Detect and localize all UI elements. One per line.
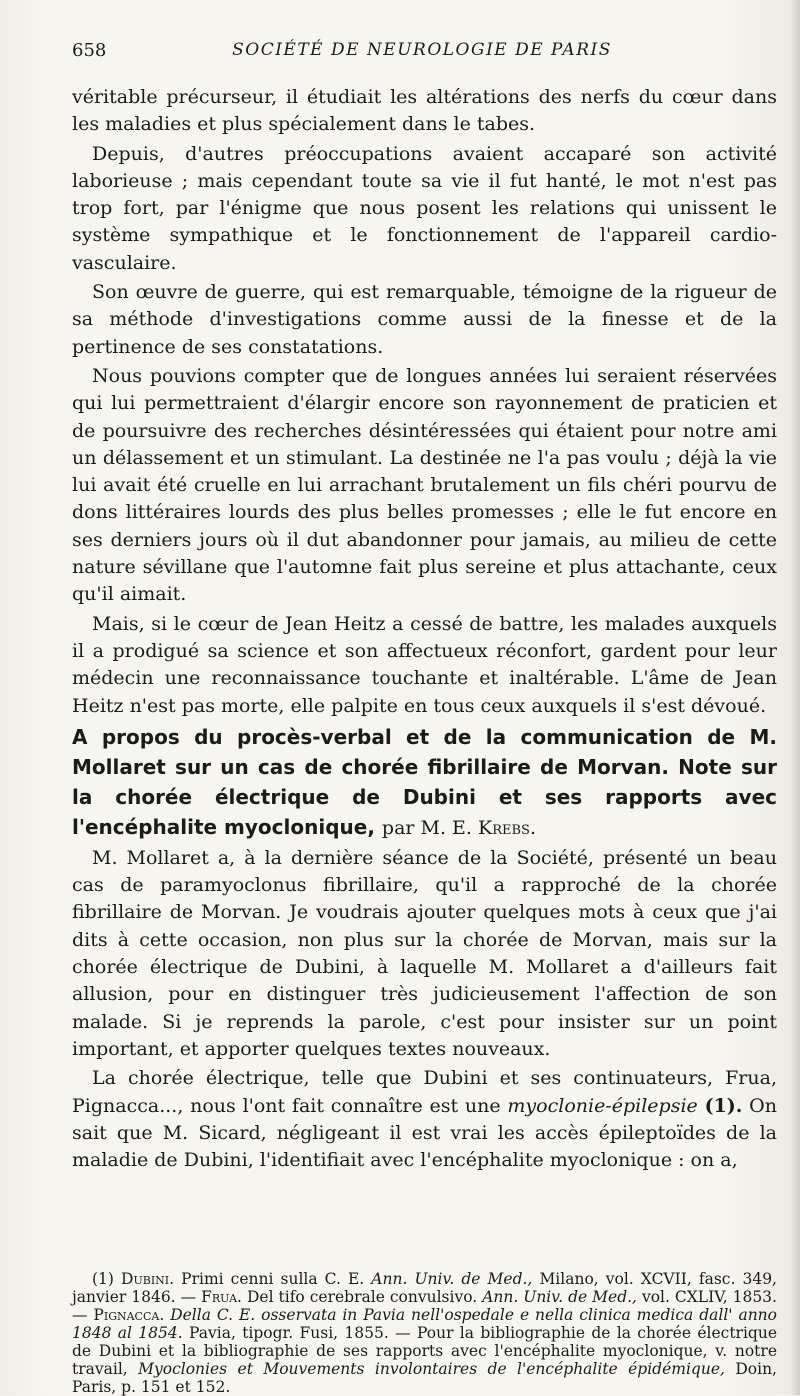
main-text [72,84,777,1176]
article-title-text: A propos du procès-verbal et de la communication de M. Mollaret sur un cas de chorée fibrillaire de Morvan. Note sur la chorée électrique de Dubini et ses rapports avec l'encéphalite myoclonique, [72,724,777,839]
paragraph: Depuis, d'autres préoccupations avaient accaparé son activité laborieuse ; mais cependant toute sa vie il fut hanté, le mot n'est pas trop fort, par l'énigme que nous posent les relations qui unissent le système sympathique et le fonctionnement de l'appareil cardio-vasculaire. [72,142,777,274]
footnote-ref: (1). [704,1094,743,1117]
book-spine-shadow [790,0,800,1395]
paragraph: La chorée électrique, telle que Dubini et ses continuateurs, Frua, Pignacca..., nous l'ont fait connaître est une myoclonie-épilepsie (1). On sait que M. Sicard, négligeant il est vrai les accès épileptoïdes de la maladie de Dubini, l'identifiait avec l'encéphalite myoclonique : on a, [72,1067,777,1172]
italic-term: myoclonie-épilepsie [507,1094,698,1117]
page-header [72,40,772,66]
running-head: SOCIÉTÉ DE NEUROLOGIE DE PARIS [232,40,612,60]
article-title [72,722,777,843]
page-number: 658 [72,40,107,61]
paragraph: Nous pouvions compter que de longues années lui seraient réservées qui lui permettraient d'élargir encore son rayonnement de praticien et de poursuivre des recherches désintéressées qui étaient pour notre ami un délassement et un stimulant. La destinée ne l'a pas voulu ; déjà la vie lui avait été cruelle en lui arrachant brutalement un fils chéri pourvu de dons littéraires lourds des plus belles promesses ; elle le fut encore en ses derniers jours où il dut abandonner pour jamais, au milieu de cette nature sévillane que l'automne fait plus sereine et plus attachante, ceux qu'il aimait. [72,364,777,606]
paragraph: M. Mollaret a, à la dernière séance de la Société, présenté un beau cas de paramyoclonus fibrillaire, qu'il a rapproché de la chorée fibrillaire de Morvan. Je voudrais ajouter quelques mots à ceux que j'ai dits à cette occasion, non plus sur la chorée de Morvan, mais sur la chorée électrique de Dubini, à laquelle M. Mollaret a d'ailleurs fait allusion, pour en distinguer très judicieusement l'affection de son malade. Si je reprends la parole, c'est pour insister sur un point important, et apporter quelques textes nouveaux. [72,846,777,1060]
paragraph: Mais, si le cœur de Jean Heitz a cessé de battre, les malades auxquels il a prodigué sa science et son affectueux réconfort, gardent pour leur médecin une reconnaissance touchante et inaltérable. L'âme de Jean Heitz n'est pas morte, elle palpite en tous ceux auxquels il s'est dévoué. [72,612,777,717]
paragraph: véritable précurseur, il étudiait les altérations des nerfs du cœur dans les maladies et plus spécialement dans le tabes. [72,86,777,136]
author-name: Krebs [478,816,530,839]
article-author: par M. E. Krebs. [381,816,536,839]
footnote: (1) Dubini. Primi cenni sulla C. E. Ann. Univ. de Med., Milano, vol. XCVII, fasc. 349, janvier 1846. — Frua. Del tifo cerebrale convulsivo. Ann. Univ. de Med., vol. CXLIV, 1853. — Pignacca. Della C. E. osservata in Pavia nell'ospedale e nella clinica medica dall' anno 1848 al 1854. Pavia, tipogr. Fusi, 1855. — Pour la bibliographie de la chorée électrique de Dubini et la bibliographie de ses rapports avec l'encéphalite myoclonique, v. notre travail, Myoclonies et Mouvements involontaires de l'encéphalite épidémique, Doin, Paris, p. 151 et 152. [72,1270,777,1396]
paragraph: Son œuvre de guerre, qui est remarquable, témoigne de la rigueur de sa méthode d'investigations comme aussi de la finesse et de la pertinence de ses constatations. [72,281,777,358]
footnotes [72,1270,777,1396]
